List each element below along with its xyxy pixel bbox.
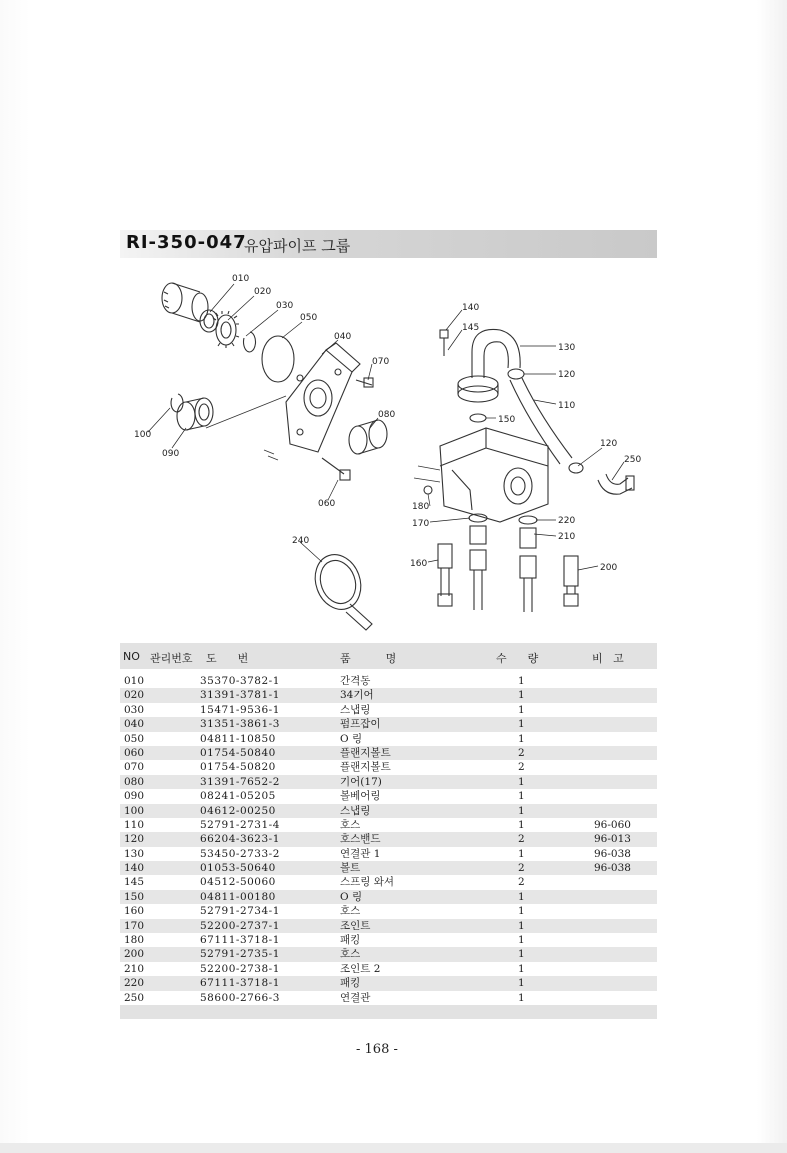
- callout-080: 080: [378, 410, 396, 420]
- cell-no: 250: [124, 991, 145, 1004]
- joint-part-170: [469, 514, 487, 570]
- cell-part-name: 패킹: [340, 977, 361, 990]
- callout-220: 220: [558, 516, 576, 526]
- cell-drawing-number: 04811-00180: [200, 890, 276, 903]
- group-name: 유압파이프 그룹: [244, 237, 351, 255]
- table-row: [120, 717, 657, 731]
- cell-quantity: 2: [518, 862, 525, 875]
- cell-no: 160: [124, 905, 145, 918]
- hose-part-200: [564, 556, 578, 606]
- header-part-name: 품 명: [340, 652, 397, 665]
- cell-quantity: 1: [518, 790, 525, 803]
- page-bottom-edge: [0, 1143, 787, 1153]
- cell-part-name: 간격동: [340, 675, 371, 687]
- cell-no: 010: [124, 675, 145, 687]
- header-remarks: 비 고: [592, 652, 624, 665]
- cell-drawing-number: 35370-3782-1: [200, 675, 280, 687]
- cell-no: 220: [124, 977, 145, 990]
- cell-part-name: 플랜지볼트: [340, 746, 391, 759]
- cell-no: 170: [124, 919, 145, 932]
- cell-no: 090: [124, 790, 145, 803]
- table-row: [120, 760, 657, 774]
- group-code: RI-350-047: [126, 232, 247, 253]
- cell-drawing-number: 58600-2766-3: [200, 991, 280, 1004]
- table-row: [120, 775, 657, 789]
- table-row: [120, 818, 657, 832]
- callout-090: 090: [162, 449, 180, 459]
- cell-part-name: 스냅링: [340, 804, 371, 817]
- callout-070: 070: [372, 357, 390, 367]
- packing-part-180: [424, 486, 432, 494]
- band-part-240: [308, 548, 372, 630]
- cell-part-name: 조인트 2: [340, 962, 381, 975]
- cell-part-name: 볼트: [340, 862, 361, 875]
- cell-quantity: 1: [518, 703, 525, 716]
- cell-quantity: 1: [518, 732, 525, 745]
- cell-part-name: O 링: [340, 890, 363, 903]
- gear-part-080: [349, 420, 387, 454]
- cell-quantity: 2: [518, 876, 525, 889]
- flange-bolt-part-070: [356, 378, 373, 387]
- cell-drawing-number: 15471-9536-1: [200, 703, 280, 716]
- cell-no: 060: [124, 746, 145, 759]
- cell-quantity: 1: [518, 689, 525, 702]
- header-no: NO: [123, 650, 140, 663]
- cell-drawing-number: 31391-7652-2: [200, 775, 280, 788]
- callout-210: 210: [558, 532, 576, 542]
- callout-050: 050: [300, 313, 318, 323]
- cell-quantity: 1: [518, 890, 525, 903]
- header-drawing-number: 도 번: [206, 652, 249, 665]
- flange-bolt-part-060: [322, 458, 350, 480]
- table-row: [120, 674, 657, 688]
- cell-drawing-number: 04512-50060: [200, 876, 276, 889]
- callout-020: 020: [254, 287, 272, 297]
- cell-no: 210: [124, 962, 145, 975]
- cell-part-name: 스프링 와셔: [340, 876, 395, 889]
- cell-no: 130: [124, 847, 145, 860]
- cell-remark: 96-038: [594, 847, 631, 860]
- cell-drawing-number: 08241-05205: [200, 790, 276, 803]
- table-row: [120, 991, 657, 1005]
- cell-no: 145: [124, 876, 145, 889]
- callout-200: 200: [600, 563, 618, 573]
- cell-part-name: O 링: [340, 732, 363, 745]
- cell-quantity: 1: [518, 775, 525, 788]
- o-ring-part-150: [470, 414, 486, 422]
- callout-170: 170: [412, 519, 430, 529]
- cell-remark: 96-013: [594, 833, 631, 846]
- bolt-part-140: [440, 330, 448, 356]
- table-row: [120, 933, 657, 947]
- cell-no: 020: [124, 689, 145, 702]
- callout-160: 160: [410, 559, 428, 569]
- cell-quantity: 1: [518, 919, 525, 932]
- callout-150: 150: [498, 415, 516, 425]
- table-row: [120, 861, 657, 875]
- cell-no: 120: [124, 833, 145, 846]
- cell-drawing-number: 01754-50820: [200, 761, 276, 774]
- table-row: [120, 947, 657, 961]
- o-ring-part-050: [262, 336, 294, 382]
- table-row: [120, 976, 657, 990]
- callout-120-lower: 120: [600, 439, 618, 449]
- cell-part-name: 호스: [340, 948, 361, 961]
- cell-drawing-number: 04612-00250: [200, 804, 276, 817]
- cell-quantity: 1: [518, 818, 525, 831]
- cell-quantity: 1: [518, 675, 525, 687]
- cell-drawing-number: 53450-2733-2: [200, 847, 280, 860]
- cell-no: 150: [124, 890, 145, 903]
- table-row: [120, 832, 657, 846]
- cell-no: 110: [124, 818, 145, 831]
- cell-no: 140: [124, 862, 145, 875]
- table-row: [120, 847, 657, 861]
- cell-part-name: 스냅링: [340, 703, 371, 716]
- callout-060: 060: [318, 499, 336, 509]
- cell-quantity: 2: [518, 833, 525, 846]
- cell-no: 050: [124, 732, 145, 745]
- table-row: [120, 904, 657, 918]
- cell-part-name: 연결관: [340, 991, 371, 1004]
- cell-quantity: 1: [518, 934, 525, 947]
- exploded-parts-diagram: [120, 262, 660, 642]
- parts-table: [120, 674, 657, 1005]
- elbow-part-250: [598, 474, 634, 494]
- cell-part-name: 패킹: [340, 934, 361, 947]
- cell-no: 040: [124, 718, 145, 731]
- cell-part-name: 호스: [340, 905, 361, 918]
- pump-body: [414, 428, 548, 522]
- cell-quantity: 2: [518, 746, 525, 759]
- cell-drawing-number: 52200-2737-1: [200, 919, 280, 932]
- table-row: [120, 703, 657, 717]
- cell-no: 180: [124, 934, 145, 947]
- cell-quantity: 1: [518, 962, 525, 975]
- table-row: [120, 789, 657, 803]
- table-row: [120, 746, 657, 760]
- table-row: [120, 804, 657, 818]
- page-number: - 168 -: [356, 1042, 398, 1057]
- pipe-part-130: [458, 329, 520, 402]
- cell-drawing-number: 31351-3861-3: [200, 718, 280, 731]
- cell-drawing-number: 52791-2735-1: [200, 948, 280, 961]
- cell-part-name: 펌프잡이: [340, 718, 381, 731]
- hose-part-160: [438, 544, 452, 606]
- cell-drawing-number: 52791-2731-4: [200, 818, 280, 831]
- hose-part-110: [510, 378, 572, 464]
- cell-quantity: 2: [518, 761, 525, 774]
- cell-drawing-number: 04811-10850: [200, 732, 276, 745]
- callout-030: 030: [276, 301, 294, 311]
- snap-ring-part-030: [244, 332, 256, 352]
- cell-quantity: 1: [518, 804, 525, 817]
- table-row: [120, 732, 657, 746]
- cell-no: 030: [124, 703, 145, 716]
- header-management-number: 관리번호: [150, 652, 193, 665]
- bearing-part-090: [177, 398, 213, 430]
- hose-line-center: [474, 570, 482, 610]
- callout-130: 130: [558, 343, 576, 353]
- collar-part: [200, 310, 218, 332]
- cell-drawing-number: 67111-3718-1: [200, 977, 280, 990]
- cell-drawing-number: 52791-2734-1: [200, 905, 280, 918]
- cell-drawing-number: 31391-3781-1: [200, 689, 280, 702]
- table-row: [120, 688, 657, 702]
- callout-240: 240: [292, 536, 310, 546]
- table-row: [120, 919, 657, 933]
- cell-part-name: 볼베어링: [340, 790, 381, 803]
- cell-part-name: 호스밴드: [340, 833, 381, 846]
- callout-110: 110: [558, 401, 576, 411]
- callout-100: 100: [134, 430, 152, 440]
- callout-labels: [134, 274, 641, 573]
- cell-part-name: 조인트: [340, 919, 371, 932]
- cell-drawing-number: 67111-3718-1: [200, 934, 280, 947]
- callout-250: 250: [624, 455, 642, 465]
- cell-part-name: 연결관 1: [340, 847, 381, 860]
- table-row: [120, 962, 657, 976]
- cell-remark: 96-038: [594, 862, 631, 875]
- cell-no: 070: [124, 761, 145, 774]
- cell-quantity: 1: [518, 948, 525, 961]
- snap-ring-part-100: [171, 394, 183, 412]
- callout-010: 010: [232, 274, 250, 284]
- cell-quantity: 1: [518, 718, 525, 731]
- cell-no: 080: [124, 775, 145, 788]
- cell-remark: 96-060: [594, 818, 631, 831]
- cell-part-name: 플랜지볼트: [340, 761, 391, 774]
- cell-no: 100: [124, 804, 145, 817]
- header-quantity: 수 량: [496, 652, 539, 665]
- cell-quantity: 1: [518, 977, 525, 990]
- cell-quantity: 1: [518, 991, 525, 1004]
- callout-040: 040: [334, 332, 352, 342]
- cell-drawing-number: 01754-50840: [200, 746, 276, 759]
- cell-drawing-number: 66204-3623-1: [200, 833, 280, 846]
- joint-part-210: [519, 516, 537, 612]
- cell-quantity: 1: [518, 905, 525, 918]
- cell-part-name: 호스: [340, 818, 361, 831]
- cell-no: 200: [124, 948, 145, 961]
- table-row: [120, 875, 657, 889]
- table-row: [120, 890, 657, 904]
- callout-180: 180: [412, 502, 430, 512]
- cell-drawing-number: 52200-2738-1: [200, 962, 280, 975]
- table-footer-bar: [120, 1005, 657, 1019]
- callout-145: 145: [462, 323, 480, 333]
- cell-part-name: 34기어: [340, 689, 374, 702]
- callout-120-upper: 120: [558, 370, 576, 380]
- callout-140: 140: [462, 303, 480, 313]
- cell-quantity: 1: [518, 847, 525, 860]
- cell-part-name: 기어(17): [340, 775, 382, 788]
- cell-drawing-number: 01053-50640: [200, 862, 276, 875]
